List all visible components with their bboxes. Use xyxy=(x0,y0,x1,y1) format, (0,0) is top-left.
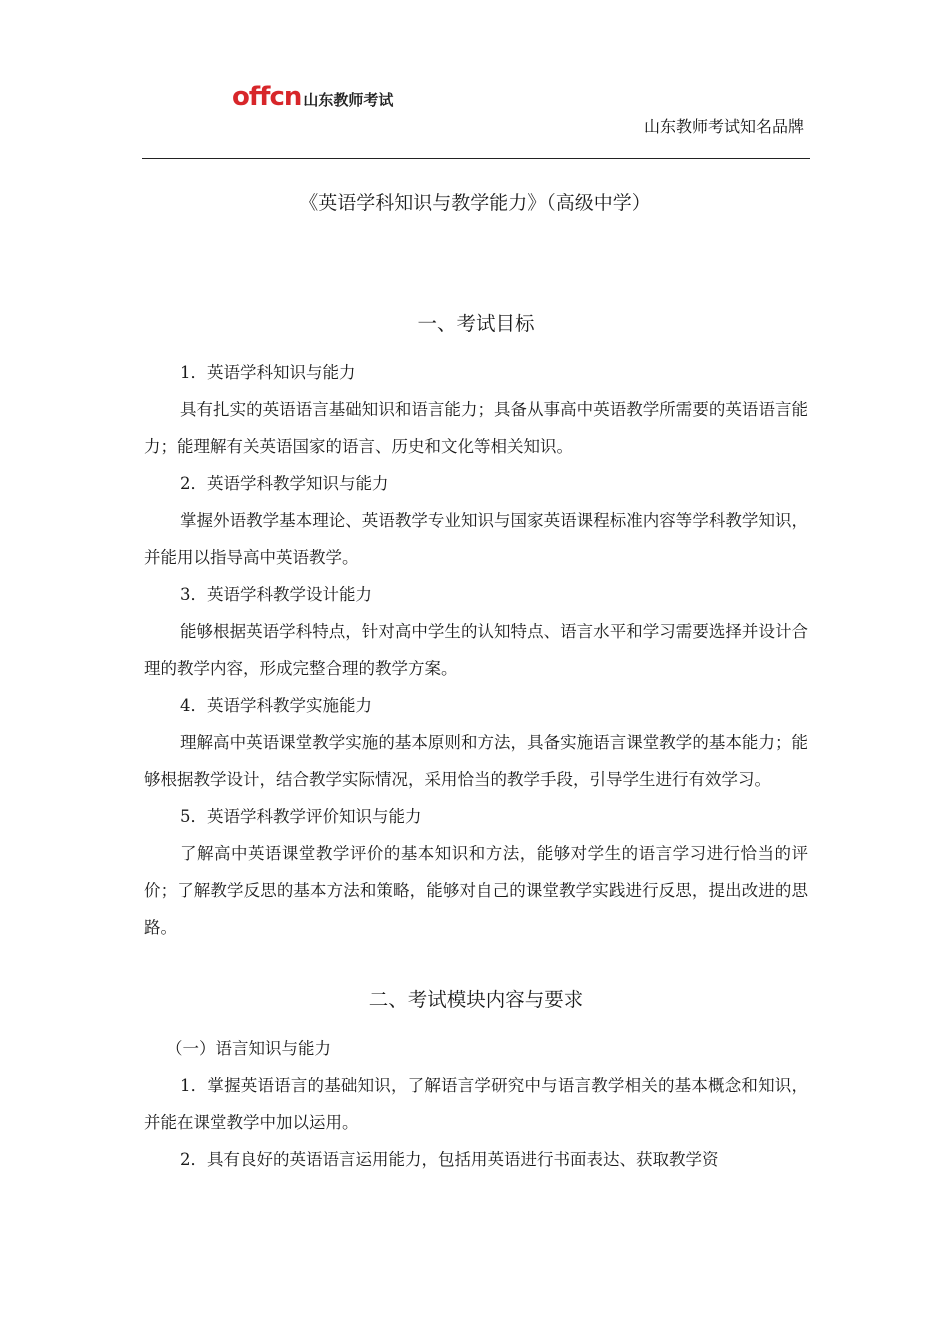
logo-mark: offcn xyxy=(232,82,302,112)
objective-2-text: 掌握外语教学基本理论、英语教学专业知识与国家英语课程标准内容等学科教学知识，并能用以指导高中英语教学。 xyxy=(144,511,808,567)
section-1-title: 一、考试目标 xyxy=(417,312,535,335)
header-divider xyxy=(142,158,810,159)
objective-1-title: 1．英语学科知识与能力 xyxy=(180,363,356,382)
logo-text: 山东教师考试 xyxy=(303,91,394,109)
objective-5-text: 了解高中英语课堂教学评价的基本知识和方法，能够对学生的语言学习进行恰当的评价；了解教学反思的基本方法和策略，能够对自己的课堂教学实践进行反思，提出改进的思路。 xyxy=(144,844,808,937)
document-body xyxy=(144,306,808,1178)
section-2-title: 二、考试模块内容与要求 xyxy=(368,988,584,1011)
objective-4-title: 4．英语学科教学实施能力 xyxy=(180,696,372,715)
module-1-item-2: 2．具有良好的英语语言运用能力，包括用英语进行书面表达、获取教学资 xyxy=(180,1150,719,1169)
module-1-heading: （一）语言知识与能力 xyxy=(166,1039,331,1058)
offcn-logo xyxy=(232,84,393,110)
objective-4-text: 理解高中英语课堂教学实施的基本原则和方法，具备实施语言课堂教学的基本能力；能够根据教学设计，结合教学实际情况，采用恰当的教学手段，引导学生进行有效学习。 xyxy=(144,733,808,789)
objective-3-text: 能够根据英语学科特点，针对高中学生的认知特点、语言水平和学习需要选择并设计合理的教学内容，形成完整合理的教学方案。 xyxy=(144,622,808,678)
section-gap xyxy=(144,946,808,982)
brand-slogan: 山东教师考试知名品牌 xyxy=(643,117,804,136)
objective-3-title: 3．英语学科教学设计能力 xyxy=(180,585,372,604)
objective-2-title: 2．英语学科教学知识与能力 xyxy=(180,474,389,493)
document-title: 《英语学科知识与教学能力》（高级中学） xyxy=(299,192,651,214)
module-1-item-1: 1．掌握英语语言的基础知识，了解语言学研究中与语言教学相关的基本概念和知识，并能在课堂教学中加以运用。 xyxy=(144,1076,808,1132)
objective-1-text: 具有扎实的英语语言基础知识和语言能力；具备从事高中英语教学所需要的英语语言能力；能理解有关英语国家的语言、历史和文化等相关知识。 xyxy=(144,400,808,456)
objective-5-title: 5．英语学科教学评价知识与能力 xyxy=(180,807,422,826)
